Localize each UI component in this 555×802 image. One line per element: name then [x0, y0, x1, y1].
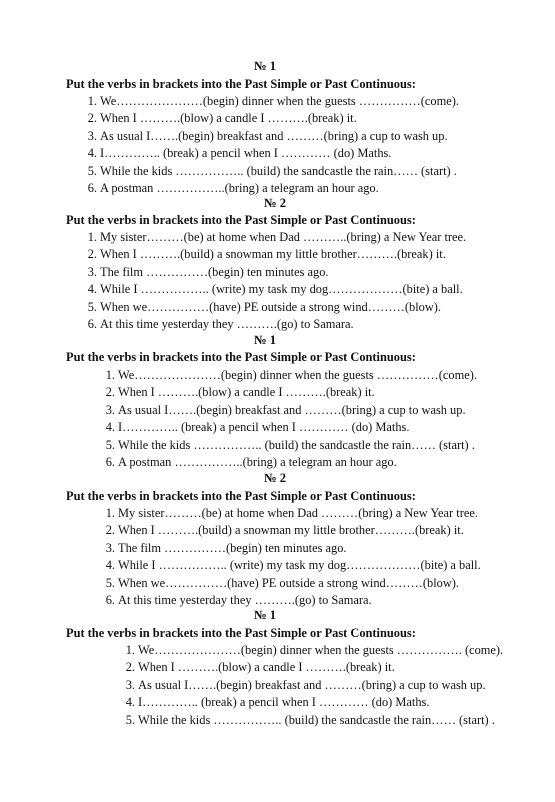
list-item: 2. When I ……….(build) a snowman my little brother……….(break) it. [105, 523, 464, 538]
exercise-number: № 1 [254, 608, 277, 622]
list-item: 3. As usual I…….(begin) breakfast and ………(bring) a cup to wash up. [105, 402, 466, 417]
exercise-list [87, 93, 459, 197]
list-item: 5. While the kids …………….. (build) the sandcastle the rain…… (start) . [87, 163, 457, 178]
list-item: 1. My sister………(be) at home when Dad ………(bring) a New Year tree. [105, 506, 478, 520]
list-item: 6. At this time yesterday they ……….(go) to Samara. [87, 317, 354, 332]
list-item: 1. We…………………(begin) dinner when the guests ……………(come). [87, 94, 459, 108]
list-item: 2. When I ……….(blow) a candle I ……….(break) it. [87, 111, 357, 126]
list-item: 5. When we……………(have) PE outside a strong wind………(blow). [105, 575, 460, 590]
list-item: 3. As usual I…….(begin) breakfast and ………(bring) a cup to wash up. [125, 677, 486, 692]
exercise-list [105, 505, 481, 609]
list-item: 1. We…………………(begin) dinner when the guests ……………(come). [105, 368, 477, 382]
list-item: 3. The film ……………(begin) ten minutes ago. [87, 264, 329, 279]
list-item: 1. My sister………(be) at home when Dad ………..(bring) a New Year tree. [87, 230, 467, 244]
exercise-number: № 2 [264, 471, 287, 485]
exercise-number: № 2 [264, 196, 287, 210]
list-item: 1. We…………………(begin) dinner when the guests ……………. (come). [125, 643, 504, 657]
exercise-list [125, 642, 508, 729]
exercise-instruction: Put the verbs in brackets into the Past Simple or Past Continuous: [66, 213, 416, 227]
exercise-number: № 1 [254, 59, 277, 73]
list-item: 4. I………….. (break) a pencil when I ………… (do) Maths. [105, 420, 410, 435]
list-item: 6. A postman ……………..(bring) a telegram an hour ago. [87, 181, 379, 196]
list-item: 4. While I …………….. (write) my task my dog………………(bite) a ball. [87, 282, 463, 297]
list-item: 3. As usual I…….(begin) breakfast and ………(bring) a cup to wash up. [87, 128, 448, 143]
exercise-list [87, 229, 467, 333]
list-item: 2. When I ……….(build) a snowman my little brother……….(break) it. [87, 247, 446, 262]
exercise-number: № 1 [254, 333, 277, 347]
exercise-instruction: Put the verbs in brackets into the Past Simple or Past Continuous: [66, 489, 416, 503]
exercise-instruction: Put the verbs in brackets into the Past Simple or Past Continuous: [66, 77, 416, 91]
list-item: 4. I………….. (break) a pencil when I ………… (do) Maths. [87, 146, 392, 161]
list-item: 2. When I ……….(blow) a candle I ……….(break) it. [125, 660, 395, 675]
list-item: 6. A postman ……………..(bring) a telegram an hour ago. [105, 455, 397, 470]
list-item: 5. While the kids …………….. (build) the sandcastle the rain…… (start) . [125, 712, 495, 727]
exercise-instruction: Put the verbs in brackets into the Past Simple or Past Continuous: [66, 626, 416, 640]
exercise-instruction: Put the verbs in brackets into the Past Simple or Past Continuous: [66, 350, 416, 364]
list-item: 6. At this time yesterday they ……….(go) to Samara. [105, 593, 372, 608]
exercise-list [105, 367, 477, 471]
list-item: 2. When I ……….(blow) a candle I ……….(break) it. [105, 385, 375, 400]
list-item: 4. While I …………….. (write) my task my dog………………(bite) a ball. [105, 558, 481, 573]
list-item: 5. When we……………(have) PE outside a strong wind………(blow). [87, 299, 442, 314]
list-item: 3. The film ……………(begin) ten minutes ago. [105, 540, 347, 555]
list-item: 4. I………….. (break) a pencil when I ………… (do) Maths. [125, 695, 430, 710]
list-item: 5. While the kids …………….. (build) the sandcastle the rain…… (start) . [105, 437, 475, 452]
